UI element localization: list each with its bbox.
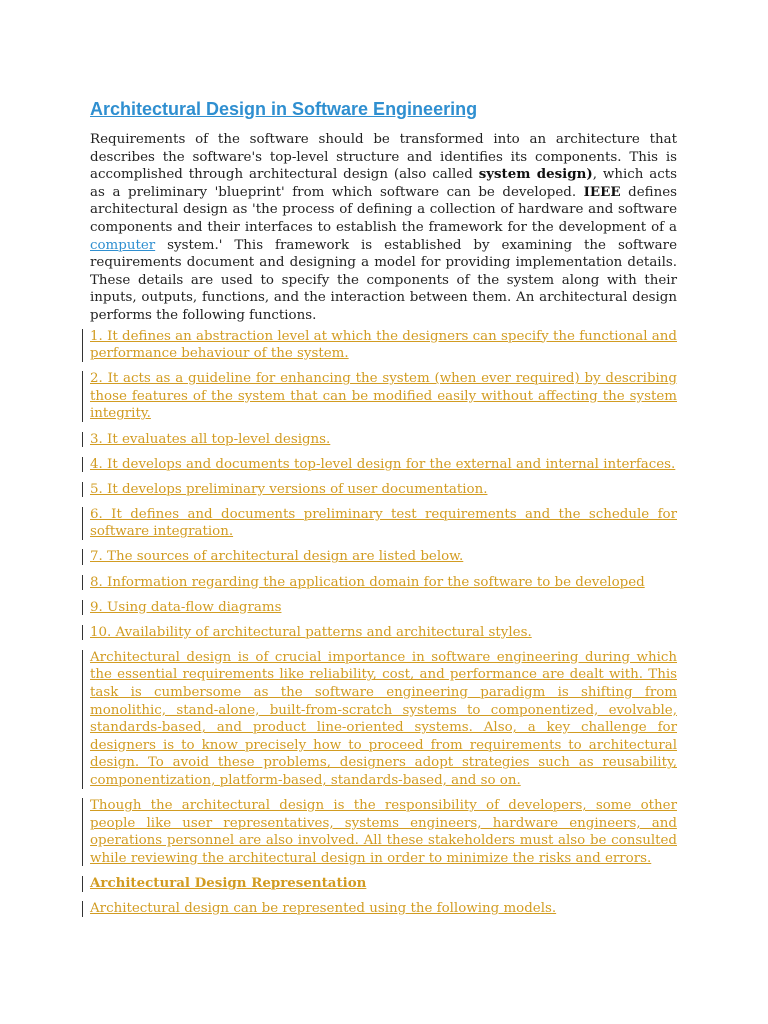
representation-paragraph: Architectural design can be represented using the following models. xyxy=(90,900,677,918)
stakeholders-paragraph: Though the architectural design is the responsibility of developers, some other people like user representatives, systems engineers, hardware engineers, and operations personnel are also involved. All these stakeholders must also be consulted while reviewing the architectural design in order to minimize the risks and errors. xyxy=(90,798,677,866)
document-page xyxy=(90,97,677,925)
list-item-1: 1. It defines an abstraction level at which the designers can specify the functional and performance behaviour of the system. xyxy=(90,328,677,362)
list-item-3: 3. It evaluates all top-level designs. xyxy=(90,431,677,449)
computer-link[interactable]: computer xyxy=(90,237,156,253)
intro-text-4: system.' This framework is established by examining the software requirements document and designing a model for providing implementation details. These details are used to specify the components of the system along with their inputs, outputs, functions, and the interaction between them. An architectural design performs the following functions. xyxy=(90,237,677,323)
list-item-6: 6. It defines and documents preliminary test requirements and the schedule for software integration. xyxy=(90,506,677,540)
ieee-term: IEEE xyxy=(583,183,621,200)
intro-text-3: defines architectural design as 'the process of defining a collection of hardware and software components and their interfaces to establish the framework for the development of a xyxy=(90,184,677,235)
intro-text-1: Requirements of the software should be transformed into an architecture that describes the software's top-level structure and identifies its components. This is accomplished through architectural design (also called xyxy=(90,132,677,183)
function-list xyxy=(90,328,677,918)
section-heading: Architectural Design Representation xyxy=(90,875,677,893)
list-item-5: 5. It develops preliminary versions of user documentation. xyxy=(90,481,677,499)
list-item-2: 2. It acts as a guideline for enhancing the system (when ever required) by describing those features of the system that can be modified easily without affecting the system integrity. xyxy=(90,371,677,422)
page-title: Architectural Design in Software Engineering xyxy=(90,99,478,119)
list-item-7: 7. The sources of architectural design are listed below. xyxy=(90,548,677,566)
list-item-10: 10. Availability of architectural patterns and architectural styles. xyxy=(90,624,677,642)
intro-paragraph xyxy=(90,131,677,325)
system-design-term: system design) xyxy=(478,166,593,183)
list-item-4: 4. It develops and documents top-level design for the external and internal interfaces. xyxy=(90,456,676,472)
intro-text-2: , which acts as a preliminary 'blueprint' from which software can be developed. xyxy=(90,167,678,200)
importance-paragraph: Architectural design is of crucial importance in software engineering during which the essential requirements like reliability, cost, and performance are dealt with. This task is cumbersome as the software engineering paradigm is shifting from monolithic, stand-alone, built-from-scratch systems to componentized, evolvable, standards-based, and product line-oriented systems. Also, a key challenge for designers is to know precisely how to proceed from requirements to architectural design. To avoid these problems, designers adopt strategies such as reusability, componentization, platform-based, standards-based, and so on. xyxy=(90,649,677,788)
list-item-9: 9. Using data-flow diagrams xyxy=(90,599,677,617)
list-item-8: 8. Information regarding the application domain for the software to be developed xyxy=(90,574,677,592)
